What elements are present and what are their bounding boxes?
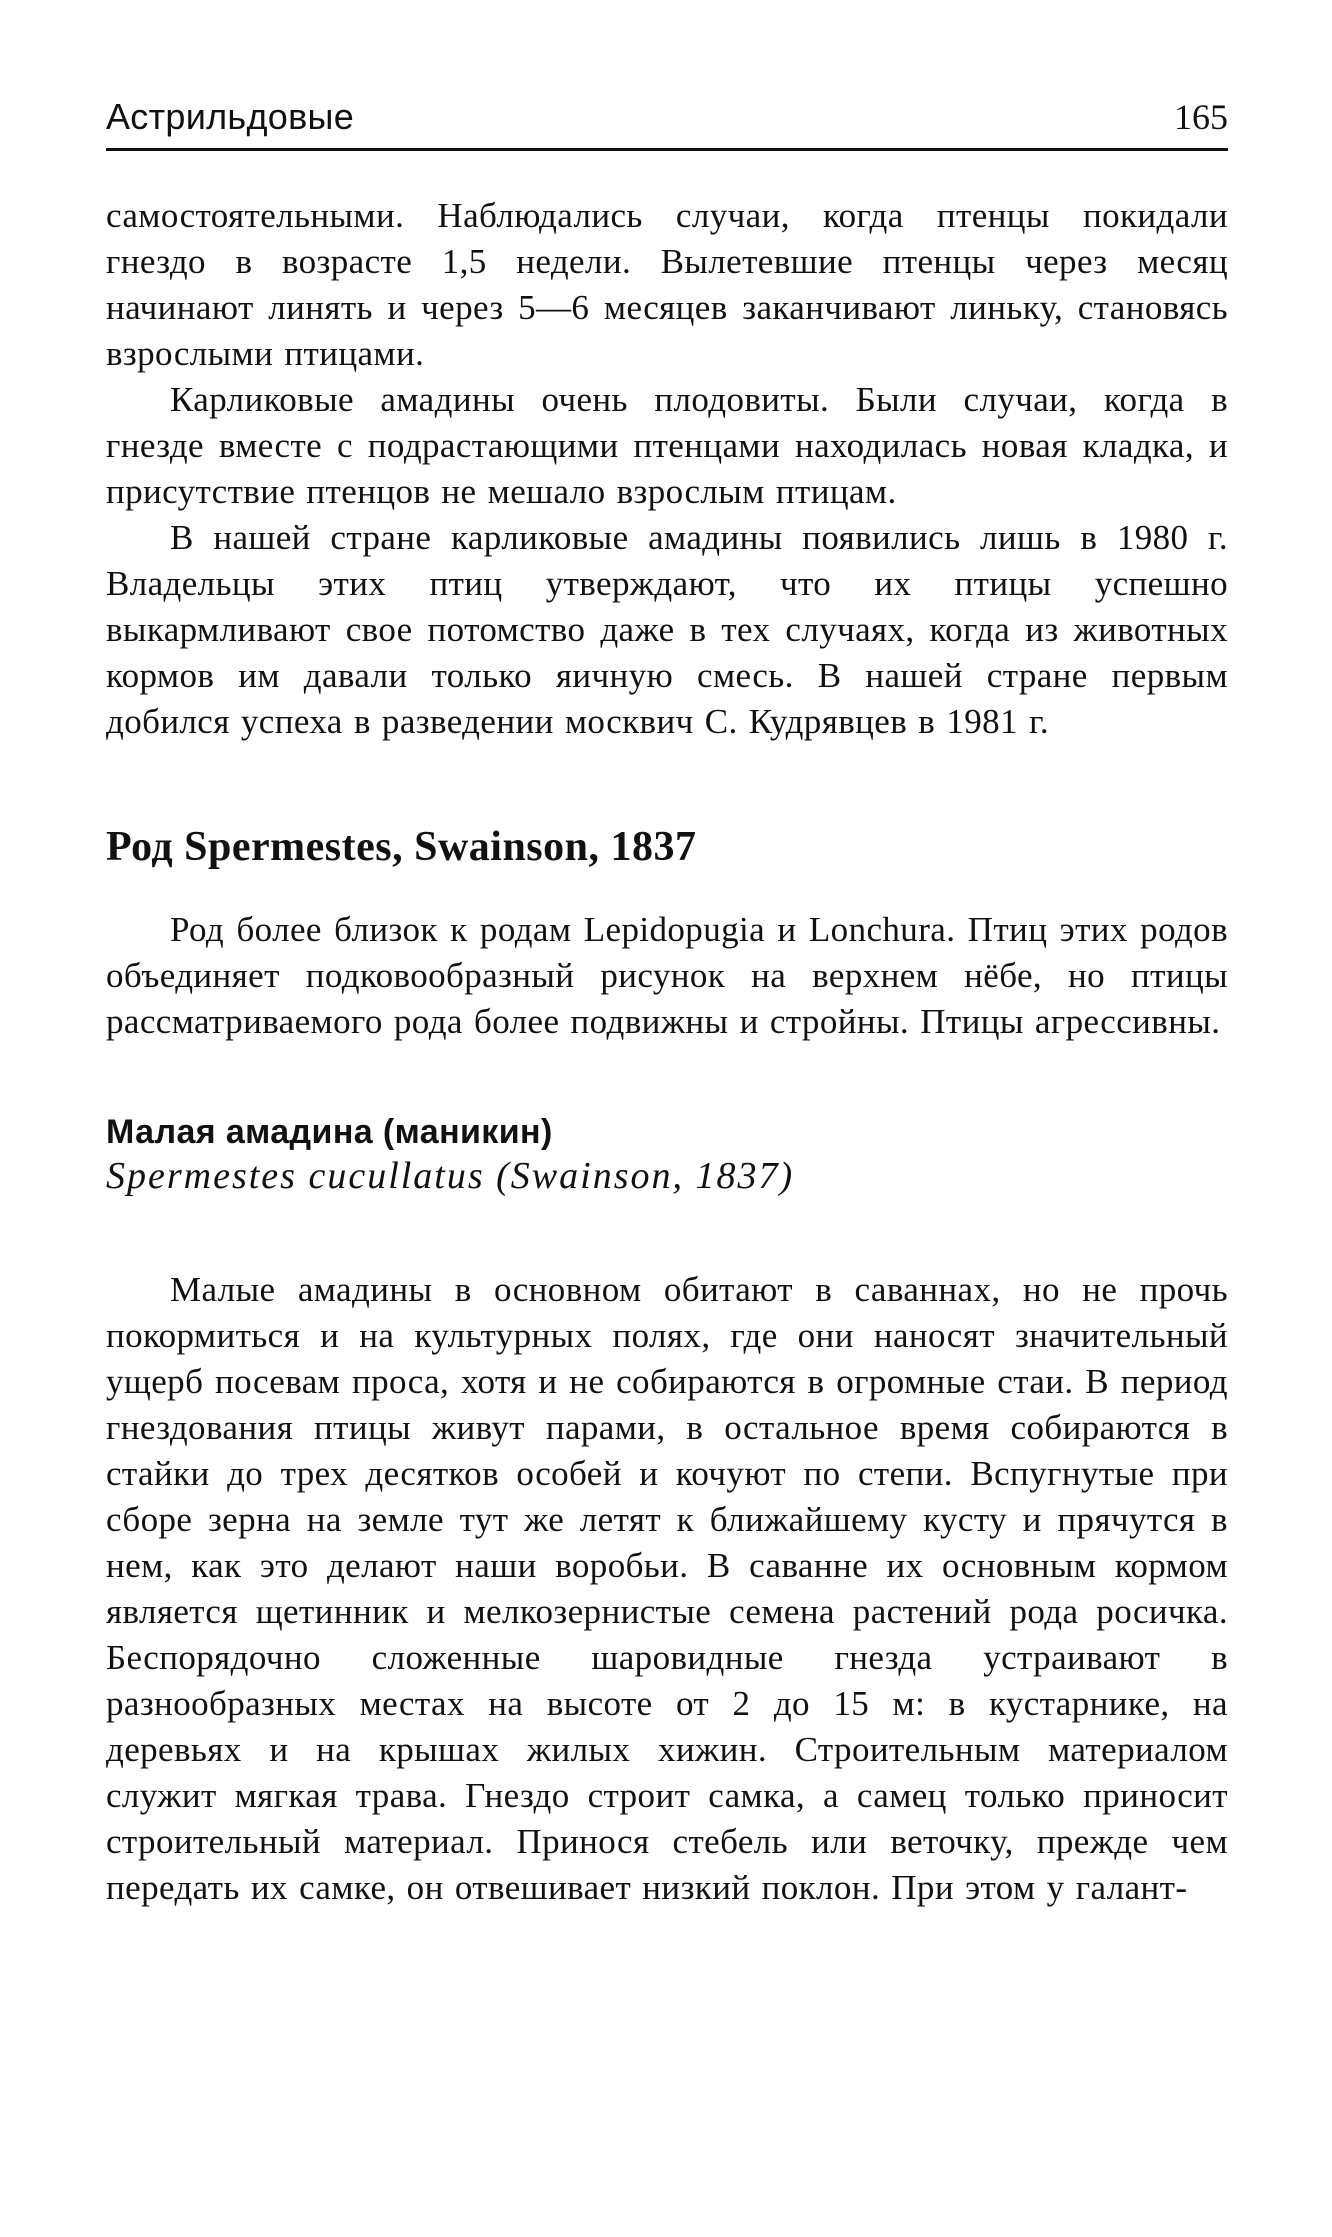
running-title: Астрильдовые	[106, 96, 355, 137]
book-page	[106, 96, 1228, 1911]
paragraph-continuation: самостоятельными. Наблюдались случаи, когда птенцы покидали гнездо в возрасте 1,5 недели. Вылетевшие птенцы через месяц начинают линять и через 5—6 месяцев заканчивают линьку, становясь взрослыми птицами.	[106, 196, 1228, 373]
continued-section	[106, 193, 1228, 745]
page-number: 165	[1174, 97, 1228, 137]
species-latin-name: Spermestes cucullatus (Swainson, 1837)	[106, 1155, 795, 1197]
paragraph-fertility: Карликовые амадины очень плодовиты. Были случаи, когда в гнезде вместе с подрастающими птенцами находилась новая кладка, и присутствие птенцов не мешало взрослым птицам.	[106, 380, 1228, 511]
genus-paragraph: Род более близок к родам Lepidopugia и Lonchura. Птиц этих родов объединяет подковообразный рисунок на верхнем нёбе, но птицы рассматриваемого рода более подвижны и стройны. Птицы агрессивны.	[106, 910, 1228, 1041]
species-common-name: Малая амадина (маникин)	[106, 1113, 553, 1151]
running-header	[106, 96, 1228, 151]
species-paragraph: Малые амадины в основном обитают в саваннах, но не прочь покормиться и на культурных полях, где они наносят значительный ущерб посевам проса, хотя и не собираются в огромные стаи. В период гнездования птицы живут парами, в остальное время собираются в стайки до трех десятков особей и кочуют по степи. Вспугнутые при сборе зерна на земле тут же летят к ближайшему кусту и прячутся в нем, как это делают наши воробьи. В саванне их основным кормом является щетинник и мелкозернистые семена растений рода росичка. Беспорядочно сложенные шаровидные гнезда устраивают в разнообразных местах на высоте от 2 до 15 м: в кустарнике, на деревьях и на крышах жилых хижин. Строительным материалом служит мягкая трава. Гнездо строит самка, а самец только приносит строительный материал. Принося стебель или веточку, прежде чем передать их самке, он отвешивает низкий поклон. При этом у галант-	[106, 1270, 1228, 1907]
genus-heading: Род Spermestes, Swainson, 1837	[106, 824, 697, 870]
genus-section	[106, 907, 1228, 1045]
species-section	[106, 1267, 1228, 1911]
species-heading	[106, 1111, 1228, 1199]
paragraph-history: В нашей стране карликовые амадины появились лишь в 1980 г. Владельцы этих птиц утверждают, что их птицы успешно выкармливают свое потомство даже в тех случаях, когда из животных кормов им давали только яичную смесь. В нашей стране первым добился успеха в разведении москвич С. Кудрявцев в 1981 г.	[106, 518, 1228, 741]
